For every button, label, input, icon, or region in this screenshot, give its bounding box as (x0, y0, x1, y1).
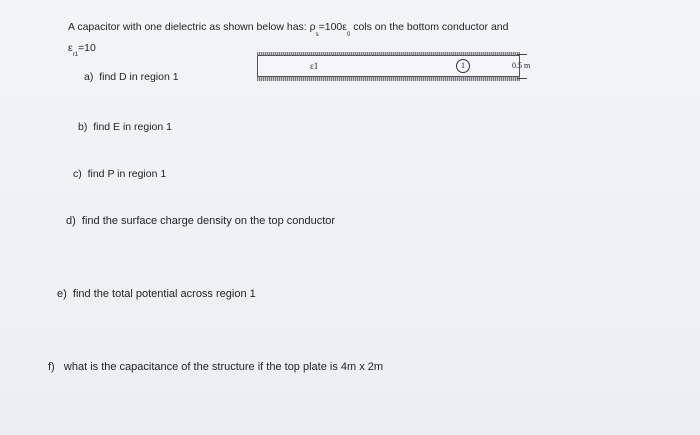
dimension-tick-top (517, 54, 527, 55)
eps-subscript: r1 (72, 52, 79, 58)
intro-prefix: A capacitor with one dielectric as shown below has: ρ (68, 21, 316, 33)
question-text: what is the capacitance of the structure if the top plate is 4m x 2m (63, 361, 384, 373)
region-number-marker: 1 (456, 59, 470, 73)
question-e (57, 288, 256, 301)
eps-value: =10 (78, 42, 96, 54)
question-label: e) (57, 288, 67, 300)
eps-symbol: ε (68, 42, 73, 54)
question-text: find the surface charge density on the top conductor (81, 215, 336, 227)
question-text: find P in region 1 (87, 168, 167, 180)
dielectric-label: ε1 (310, 61, 319, 71)
question-text: find E in region 1 (93, 121, 172, 133)
question-b (78, 121, 172, 134)
question-label: b) (78, 121, 88, 133)
question-text: find D in region 1 (99, 71, 179, 83)
question-label: a) (84, 71, 94, 83)
question-d (66, 215, 335, 228)
intro-suffix: cols on the bottom conductor and (350, 21, 509, 33)
question-a (84, 71, 179, 84)
dielectric-region (257, 55, 520, 77)
thickness-label: 0.5 m (512, 61, 531, 70)
permittivity-spec (68, 42, 96, 57)
problem-statement (68, 21, 508, 36)
question-label: f) (48, 361, 55, 373)
question-f (48, 361, 383, 374)
rho-subscript: s (315, 32, 319, 38)
epsilon-subscript: 0 (346, 32, 351, 38)
dimension-tick-bottom (517, 78, 527, 79)
capacitor-diagram (250, 46, 550, 91)
question-label: c) (73, 168, 82, 180)
question-label: d) (66, 215, 76, 227)
question-c (73, 168, 166, 181)
intro-mid: =100ε (318, 21, 347, 33)
question-text: find the total potential across region 1 (72, 288, 256, 300)
bottom-conductor-plate (257, 77, 520, 81)
